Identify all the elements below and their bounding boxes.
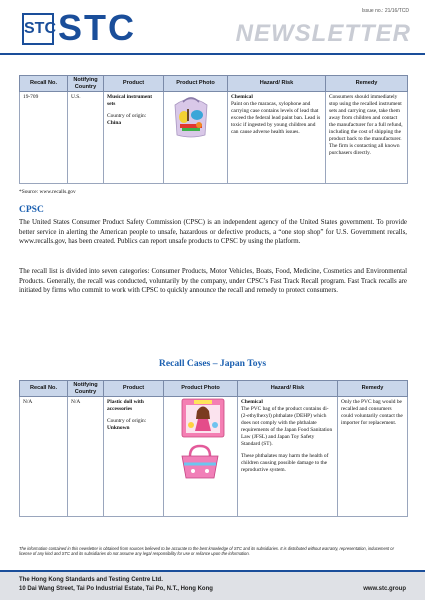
issue-number: Issue no.: 21/16/TCD xyxy=(361,8,409,14)
product-name: Plastic doll with accessories xyxy=(107,399,144,412)
footer xyxy=(0,570,425,600)
cell-hazard xyxy=(238,397,338,517)
doll-box-image xyxy=(180,397,226,439)
origin-label: Country of origin: xyxy=(107,113,147,119)
col-country: Notifying Country xyxy=(68,381,104,397)
origin-value: China xyxy=(107,120,122,126)
company-address: 10 Dai Wang Street, Tai Po Industrial Estate, Tai Po, N.T., Hong Kong xyxy=(19,586,213,592)
newsletter-header xyxy=(0,0,425,70)
cell-country: U.S. xyxy=(68,92,104,184)
pvc-bag-image xyxy=(178,444,222,480)
company-name: The Hong Kong Standards and Testing Centre Ltd. xyxy=(19,577,163,583)
cpsc-paragraph-2: The recall list is divided into seven categories: Consumer Products, Motor Vehicles, Boats, Food, Medicine, Cosmetics and Environmental Products. Generally, the recall was conducted, voluntarily by the company, under CPSC’s Fast Track Recall program. Fast Track recalls are initiated by firms who commit to work with CPSC to quickly announce the recall and remedy to protect consumers. xyxy=(19,268,407,295)
hazard-text: Paint on the maracas, xylophone and carrying case contains levels of lead that exceed the federal lead paint ban. Lead is toxic if ingested by young children and can cause adverse health issues. xyxy=(231,101,321,135)
col-recall-no: Recall No. xyxy=(20,381,68,397)
col-hazard: Hazard/ Risk xyxy=(238,381,338,397)
cell-product xyxy=(104,92,164,184)
table-header-row xyxy=(20,76,408,92)
table-header-row xyxy=(20,381,408,397)
cell-country: N/A xyxy=(68,397,104,517)
col-hazard: Hazard/ Risk xyxy=(228,76,326,92)
product-name: Musical instrument sets xyxy=(107,94,153,107)
hazard-text-2: These phthalates may harm the health of children causing possible damage to the reproductive system. xyxy=(241,453,329,473)
stc-logo-icon: STC xyxy=(22,13,54,45)
col-remedy: Remedy xyxy=(326,76,408,92)
col-recall-no: Recall No. xyxy=(20,76,68,92)
hazard-title: Chemical xyxy=(231,94,253,100)
cpsc-paragraph-1: The United States Consumer Product Safety Commission (CPSC) is an independent agency of the United States government. To provide better service in alerting the American people to unsafe, hazardous or defective products, a “one stop shop” for U.S. Government recalls, www.recalls.gov, has been created. Publics can report unsafe products to CPSC by using the platform. xyxy=(19,219,407,246)
hazard-text: The PVC bag of the product contains di-(2-ethylhexyl) phthalate (DEHP) which does not comply with the phthalate requirements of the Japan Food Sanitation Law (JFSL) and Japan Toy Safety Standard (ST). xyxy=(241,406,333,447)
cell-hazard xyxy=(228,92,326,184)
col-country: Notifying Country xyxy=(68,76,104,92)
cell-remedy: Only the PVC bag would be recalled and consumers could voluntarily contact the importer for replacement. xyxy=(338,397,408,517)
col-product: Product xyxy=(104,381,164,397)
website-link[interactable]: www.stc.group xyxy=(363,586,406,592)
cell-recall-no: N/A xyxy=(20,397,68,517)
col-remedy: Remedy xyxy=(338,381,408,397)
musical-instrument-set-image xyxy=(170,91,212,139)
stc-logo-text: STC xyxy=(58,7,136,48)
source-note: *Source: www.recalls.gov xyxy=(19,189,76,195)
disclaimer-text: The information contained in this newsletter is obtained from sources believed to be accurate to the best knowledge of STC and its subsidiaries. It is distributed without warranty, representation, inducement or license of any kind and STC and its subsidiaries do not assume any legal responsibility for use or reliance upon the information. xyxy=(19,546,394,556)
table-row xyxy=(20,92,408,184)
hazard-title: Chemical xyxy=(241,399,263,405)
footer-divider xyxy=(0,570,425,572)
origin-label: Country of origin: xyxy=(107,418,147,424)
origin-value: Unknown xyxy=(107,425,130,431)
cpsc-heading: CPSC xyxy=(19,205,44,215)
cell-product xyxy=(104,397,164,517)
cell-recall-no: 19-709 xyxy=(20,92,68,184)
cell-remedy: Consumers should immediately stop using the recalled instrument sets and carrying case, take them away from children and contact the manufacturer for a full refund, including the cost of shipping the product back to the manufacturer. The firm is contacting all known purchasers directly. xyxy=(326,92,408,184)
japan-section-heading: Recall Cases – Japan Toys xyxy=(158,358,267,369)
header-divider xyxy=(0,53,425,55)
col-photo: Product Photo xyxy=(164,381,238,397)
us-recall-table xyxy=(19,75,408,184)
col-photo: Product Photo xyxy=(164,76,228,92)
col-product: Product xyxy=(104,76,164,92)
newsletter-title: NEWSLETTER xyxy=(235,20,411,47)
